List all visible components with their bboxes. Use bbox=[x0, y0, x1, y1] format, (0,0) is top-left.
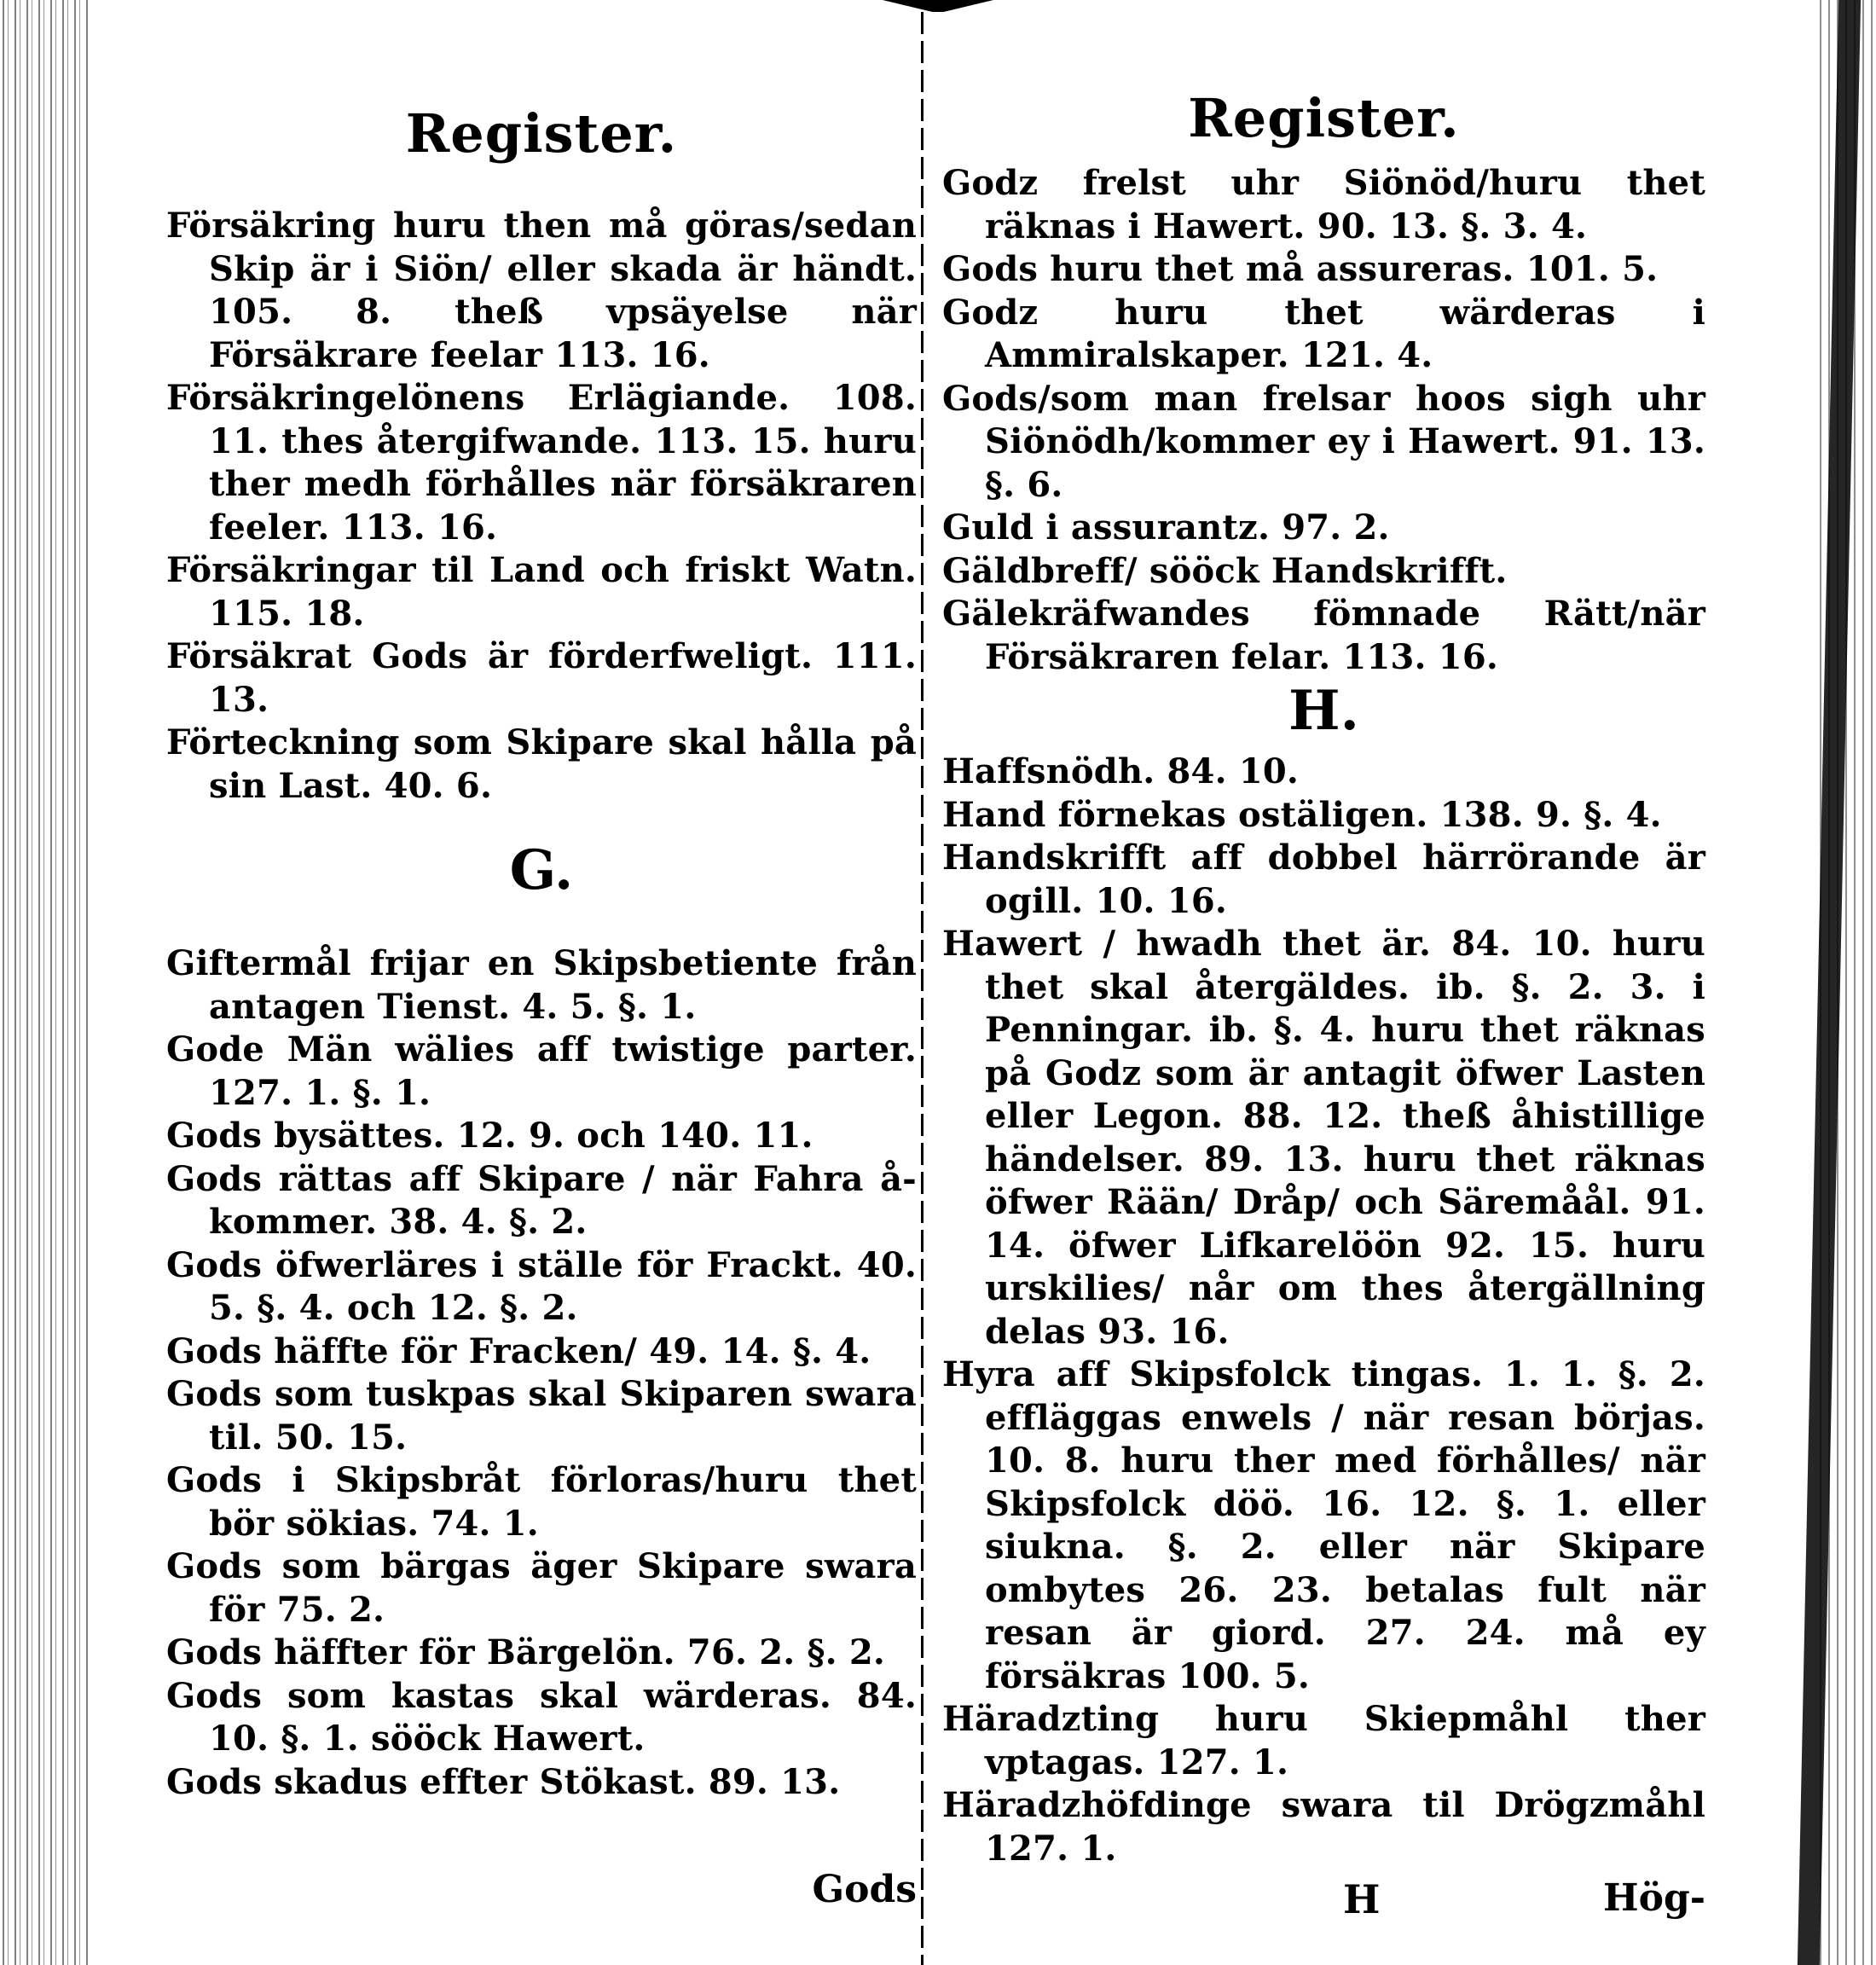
section-letter: H. bbox=[1288, 679, 1359, 743]
index-entry: Gods som tuskpas skal Skiparen swara til. 50. 15. bbox=[166, 1374, 917, 1458]
index-entry: Hyra aff Skipsfolck tingas. 1. 1. §. 2. effläggas enwels / när resan börjas. 10. 8. huru ther med förhålles/ när Skipsfolck döö. 16. 12. §. 1. eller siukna. §. 2. eller när Skipare ombytes 26. 23. betalas fult när resan är giord. 27. 24. må ey försäkras 100. 5. bbox=[942, 1354, 1705, 1696]
index-entry: Gods öfwerläres i ställe för Frackt. 40. 5. §. 4. och 12. §. 2. bbox=[166, 1244, 917, 1328]
index-entry: Häradzhöfdinge swara til Drögzmåhl 127. 1. bbox=[942, 1785, 1705, 1869]
index-entry: Hand förnekas ostäligen. 138. 9. §. 4. bbox=[942, 794, 1662, 835]
page-gutter bbox=[921, 12, 924, 1965]
index-entry: Giftermål frijar en Skipsbetiente från antagen Tienst. 4. 5. §. 1. bbox=[166, 943, 917, 1027]
index-entry: Häradzting huru Skiepmåhl ther vptagas. 127. 1. bbox=[942, 1699, 1705, 1782]
index-entry: Gode Män wälies aff twistige parter. 127. 1. §. 1. bbox=[166, 1029, 917, 1113]
index-entry: Gälekräfwandes fömnade Rätt/när Försäkraren felar. 113. 16. bbox=[942, 594, 1705, 677]
index-entry: Gods som bärgas äger Skipare swara för 75. 2. bbox=[166, 1546, 917, 1630]
signature-mark: H bbox=[1343, 1876, 1381, 1922]
index-entry: Gods skadus effter Stökast. 89. 13. bbox=[166, 1761, 841, 1802]
index-entry: Godz frelst uhr Siönöd/huru thet räknas i Hawert. 90. 13. §. 3. 4. bbox=[942, 163, 1705, 246]
index-entry: Handskrifft aff dobbel härrörande är ogill. 10. 16. bbox=[942, 838, 1705, 921]
catchword: Hög- bbox=[1603, 1876, 1705, 1920]
right-page bbox=[942, 0, 1705, 1965]
index-entry: Gods häffte för Fracken/ 49. 14. §. 4. bbox=[166, 1330, 871, 1371]
index-entry: Förteckning som Skipare skal hålla på sin Last. 40. 6. bbox=[166, 722, 917, 806]
book-edge-left bbox=[0, 0, 90, 1965]
index-entry: Gäldbreff/ sööck Handskrifft. bbox=[942, 550, 1508, 591]
index-entry: Guld i assurantz. 97. 2. bbox=[942, 507, 1390, 548]
index-entry: Försäkring huru then må göras/sedan Skip är i Siön/ eller skada är händt. 105. 8. theß vpsäyelse när Försäkrare feelar 113. 16. bbox=[166, 206, 917, 375]
index-entry: Försäkringar til Land och friskt Watn. 115. 18. bbox=[166, 550, 917, 634]
index-entry: Haffsnödh. 84. 10. bbox=[942, 751, 1300, 791]
left-page bbox=[166, 0, 917, 1965]
section-letter: G. bbox=[509, 838, 574, 902]
index-entry: Försäkrat Gods är förderfweligt. 111. 13. bbox=[166, 636, 917, 720]
index-entry: Gods som kastas skal wärderas. 84. 10. §. 1. sööck Hawert. bbox=[166, 1675, 917, 1759]
index-entry: Gods/som man frelsar hoos sigh uhr Siönödh/kommer ey i Hawert. 91. 13. §. 6. bbox=[942, 378, 1705, 505]
index-entry: Godz huru thet wärderas i Ammiralskaper. 121. 4. bbox=[942, 292, 1705, 375]
index-entry: Gods i Skipsbråt förloras/huru thet bör sökias. 74. 1. bbox=[166, 1460, 917, 1544]
index-entry: Gods rättas aff Skipare / när Fahra å-kommer. 38. 4. §. 2. bbox=[166, 1158, 917, 1242]
index-entry: Gods häffter för Bärgelön. 76. 2. §. 2. bbox=[166, 1632, 886, 1672]
index-entry: Gods bysättes. 12. 9. och 140. 11. bbox=[166, 1116, 814, 1156]
running-head: Register. bbox=[1188, 87, 1460, 149]
index-entry: Gods huru thet må assureras. 101. 5. bbox=[942, 249, 1659, 289]
index-entries bbox=[166, 205, 917, 1804]
index-entries bbox=[942, 162, 1705, 1870]
index-entry: Försäkringelönens Erlägiande. 108. 11. thes återgifwande. 113. 15. huru ther medh förhålles när försäkraren feeler. 113. 16. bbox=[166, 378, 917, 548]
index-entry: Hawert / hwadh thet är. 84. 10. huru thet skal återgäldes. ib. §. 2. 3. i Penningar. ib. §. 4. huru thet räknas på Godz som är antagit öfwer Lasten eller Legon. 88. 12. theß åhistillige händelser. 89. 13. huru thet räknas öfwer Rään/ Dråp/ och Säremåål. 91. 14. öfwer Lifkarelöön 92. 15. huru urskilies/ når om thes återgällning delas 93. 16. bbox=[942, 924, 1705, 1352]
running-head: Register. bbox=[405, 102, 678, 165]
catchword: Gods bbox=[812, 1868, 917, 1911]
